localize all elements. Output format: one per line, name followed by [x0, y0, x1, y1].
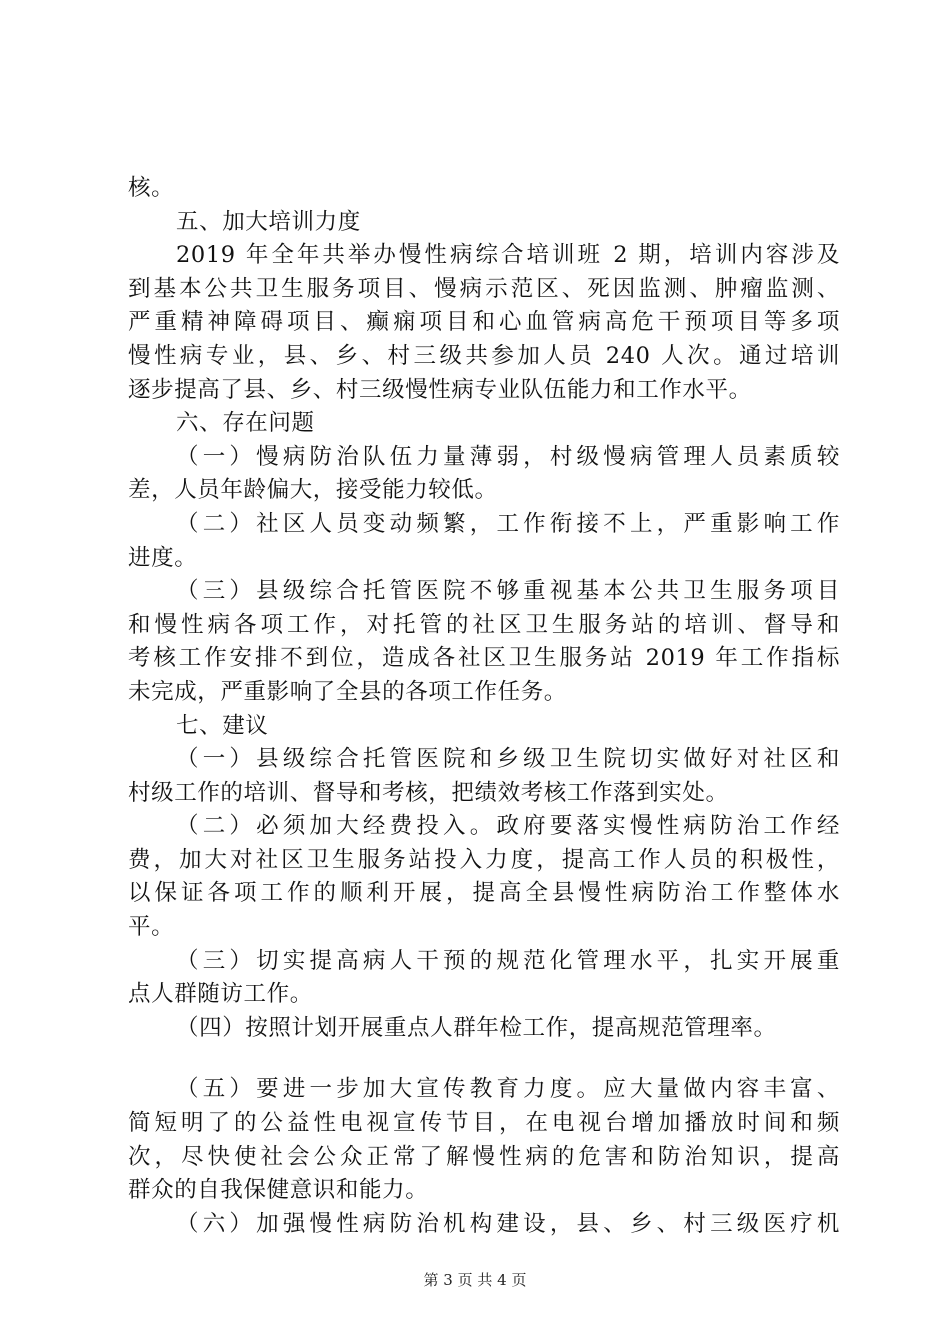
text-line: 考核工作安排不到位，造成各社区卫生服务站 2019 年工作指标 [128, 645, 840, 672]
text-line: 以保证各项工作的顺利开展，提高全县慢性病防治工作整体水 [128, 880, 840, 907]
text-line: （三）切实提高病人干预的规范化管理水平，扎实开展重 [176, 947, 840, 974]
text-line: 慢性病专业，县、乡、村三级共参加人员 240 人次。通过培训 [128, 342, 840, 369]
text-line: 费，加大对社区卫生服务站投入力度，提高工作人员的积极性， [128, 846, 840, 873]
text-line: （五）要进一步加大宣传教育力度。应大量做内容丰富、 [176, 1076, 840, 1103]
text-line: （六）加强慢性病防治机构建设，县、乡、村三级医疗机 [176, 1210, 840, 1237]
text-line: 村级工作的培训、督导和考核，把绩效考核工作落到实处。 [128, 779, 729, 806]
text-line: 群众的自我保健意识和能力。 [128, 1177, 429, 1204]
text-line: 逐步提高了县、乡、村三级慢性病专业队伍能力和工作水平。 [128, 376, 752, 403]
text-line: 点人群随访工作。 [128, 981, 313, 1008]
text-line: 六、存在问题 [176, 410, 315, 437]
text-line: 2019 年全年共举办慢性病综合培训班 2 期，培训内容涉及 [176, 242, 840, 269]
text-line: 未完成，严重影响了全县的各项工作任务。 [128, 678, 567, 705]
text-line: 和慢性病各项工作，对托管的社区卫生服务站的培训、督导和 [128, 611, 840, 638]
text-line: 到基本公共卫生服务项目、慢病示范区、死因监测、肿瘤监测、 [128, 275, 840, 302]
document-body [128, 172, 840, 1241]
text-line: （二）必须加大经费投入。政府要落实慢性病防治工作经 [176, 813, 840, 840]
text-line: 差，人员年龄偏大，接受能力较低。 [128, 477, 498, 504]
text-line: （四）按照计划开展重点人群年检工作，提高规范管理率。 [176, 1014, 777, 1041]
text-line: 五、加大培训力度 [176, 208, 361, 235]
text-line: 核。 [128, 175, 175, 201]
text-line: （三）县级综合托管医院不够重视基本公共卫生服务项目 [176, 578, 840, 605]
text-line: 简短明了的公益性电视宣传节目，在电视台增加播放时间和频 [128, 1110, 840, 1137]
text-line: 进度。 [128, 544, 198, 571]
text-line: 平。 [128, 914, 175, 941]
page-footer: 第 3 页 共 4 页 [423, 1271, 527, 1289]
paragraph-gap [128, 1045, 840, 1073]
text-line: （二）社区人员变动频繁，工作衔接不上，严重影响工作 [176, 510, 840, 537]
text-line: 严重精神障碍项目、癫痫项目和心血管病高危干预项目等多项 [128, 309, 840, 336]
text-line: （一）县级综合托管医院和乡级卫生院切实做好对社区和 [176, 746, 840, 773]
text-line: 次，尽快使社会公众正常了解慢性病的危害和防治知识，提高 [128, 1143, 840, 1170]
text-line: （一）慢病防治队伍力量薄弱，村级慢病管理人员素质较 [176, 443, 840, 470]
text-line: 七、建议 [176, 712, 269, 739]
